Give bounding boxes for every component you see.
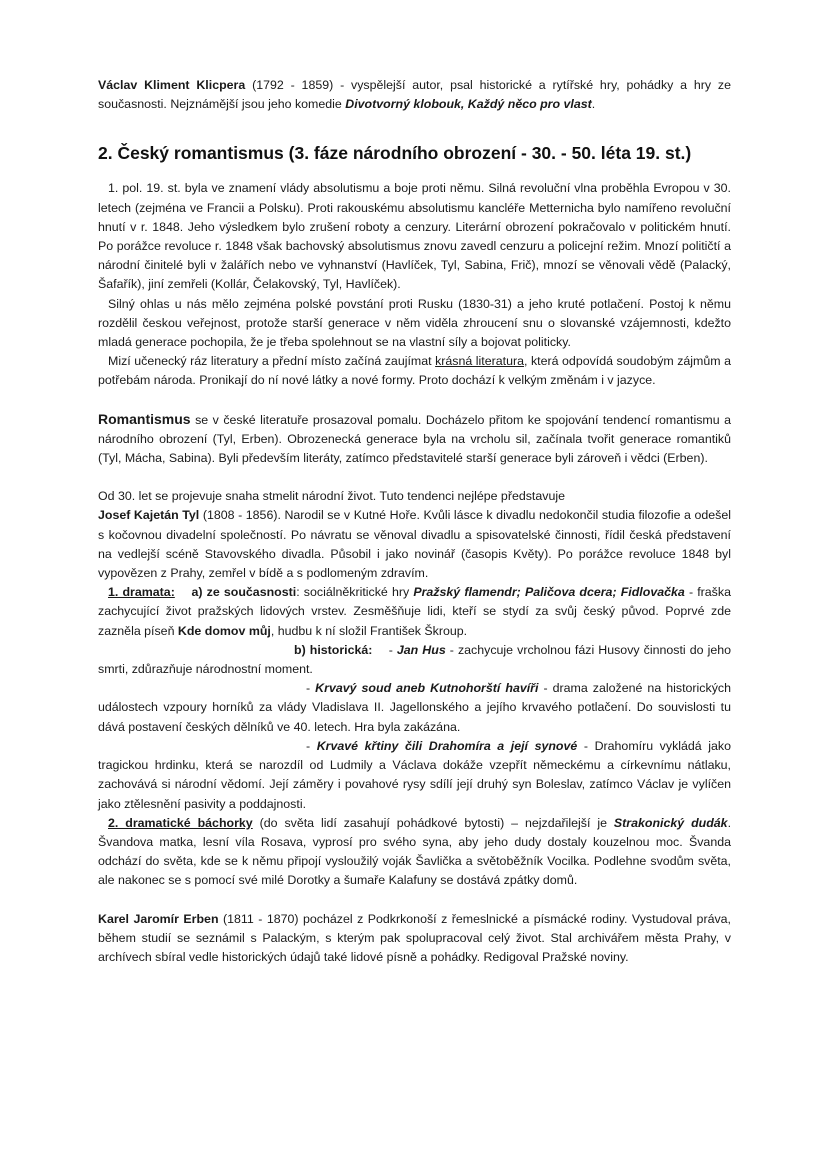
intro-paragraph-1: 1. pol. 19. st. byla ve znamení vlády absolutismu a boje proti němu. Silná revoluční vlna proběhla Evropou v 30. letech (zejména ve Francii a Polsku). Proti rakouskému absolutismu kancléře Metternicha bylo namířeno revoluční hnutí v r. 1848. Jeho výsledkem bylo zrušení roboty a cenzury. Literární obrození pokračovalo v politickém hnutí. Po porážce revoluce r. 1848 však bachovský absolutismus znovu zavedl cenzuru a policejní režim. Mnozí političtí a národní činitelé byli v žalářích nebo ve vyhnanství (Havlíček, Tyl, Sabina, Frič), mnozí se věnovali vědě (Palacký, Šafařík), jiní zemřeli (Kollár, Čelakovský, Tyl, Havlíček).	[98, 181, 731, 292]
romantismus-paragraph: Romantismus se v české literatuře prosazoval pomalu. Docházelo přitom ke spojování tendencí romantismu a národního obrození (Tyl, Erben). Obrozenecká generace byla na vrcholu sil, začínala tvořit generace romantiků (Tyl, Mácha, Sabina). Byli především literáty, zatímco představitelé starší generace byli zároveň i vědci (Erben).	[98, 410, 731, 466]
author-name: Václav Kliment Klicpera	[98, 78, 246, 92]
tyl-bachorky: 2. dramatické báchorky (do světa lidí zasahují pohádkové bytosti) – nejzdařilejší je Strakonický dudák. Švandova matka, lesní víla Rosava, vyprosí pro svého syna, aby jeho dudy dostaly kouzelnou moc. Švanda odchází do světa, kde se k němu připojí vysloužilý voják Šavlička a světoběžník Vocilka. Podlehne svodům světa, ale nakonec se s pomocí své milé Dorotky a šumaře Kalafuny se dostává zpátky domů.	[98, 815, 732, 888]
author-name: Josef Kajetán Tyl	[98, 508, 200, 523]
document-page	[98, 76, 731, 967]
tyl-bio: Josef Kajetán Tyl (1808 - 1856). Narodil se v Kutné Hoře. Kvůli lásce k divadlu nedokončil studia filozofie a odešel s kočovnou divadelní společností. Po návratu se věnoval divadlu a spisovatelské činnosti, řídil česká představení na vedlejší scéně Stavovského divadla. Působil i jako novinář (časopis Květy). Po porážce revoluce 1848 byl vypovězen z Prahy, zemřel v bídě a s podlomeným zdravím.	[98, 508, 731, 581]
tyl-lead: Od 30. let se projevuje snaha stmelit národní život. Tuto tendenci nejlépe představuje	[98, 489, 565, 504]
intro-paragraph-3: Mizí učenecký ráz literatury a přední místo začíná zaujímat krásná literatura, která odpovídá soudobým zájmům a potřebám národa. Pronikají do ní nové látky a nové formy. Proto dochází k velkým změnám i v jazyce.	[98, 354, 732, 388]
tyl-dramata-a: 1. dramata: a) ze současnosti: sociálněkritické hry Pražský flamendr; Paličova dcera; Fidlovačka - fraška zachycující život pražských lidových vrstev. Zesměšňuje lidi, kteří se stydí za svůj český původ. Poprvé zde zazněla píseň Kde domov můj, hudbu k ní složil František Škroup.	[98, 585, 731, 638]
author-name: Karel Jaromír Erben	[98, 911, 219, 926]
term-romantismus: Romantismus	[98, 410, 191, 427]
bachorky-label: 2. dramatické báchorky	[108, 815, 253, 830]
klicpera-paragraph: Václav Kliment Klicpera (1792 - 1859) - vyspělejší autor, psal historické a rytířské hry, pohádky a hry ze současnosti. Nejznámější jsou jeho komedie Divotvorný klobouk, Každý něco pro vlast.	[98, 78, 732, 112]
intro-paragraph-2: Silný ohlas u nás mělo zejména polské povstání proti Rusku (1830-31) a jeho kruté potlačení. Postoj k němu rozdělil českou veřejnost, protože starší generace v něm viděla zhroucení snu o slovanské vzájemnosti, kdežto mladá generace pochopila, že je třeba spolehnout se na vlastní síly a bojovat politicky.	[98, 296, 731, 350]
tyl-dramata-b1: b) historická: - Jan Hus - zachycuje vrcholnou fázi Husovy činnosti do jeho smrti, zdůrazňuje národnostní moment.	[98, 642, 731, 677]
dramata-label: 1. dramata:	[108, 585, 175, 600]
erben-paragraph: Karel Jaromír Erben (1811 - 1870) pocházel z Podkrkonoší z řemeslnické a písmácké rodiny. Vystudoval práva, během studií se seznámil s Palackým, s kterým pak spolupracoval celý život. Stal archivářem města Prahy, v archívech sbíral vedle historických údajů také lidové písně a pohádky. Redigoval Pražské noviny.	[98, 911, 731, 964]
tyl-dramata-b3: - Krvavé křtiny čili Drahomíra a její synové - Drahomíru vykládá jako tragickou hrdinku, která se narozdíl od Ludmily a Václava dokáže vzepřít německému a církevnímu nátlaku, zachovává si národní vědomí. Její záměry i povahové rysy sdílí její druhý syn Boleslav, zatímco Václav je vylíčen jako ztělesnění pasivity a poddajnosti.	[98, 738, 731, 811]
work-titles: Divotvorný klobouk, Každý něco pro vlast	[345, 97, 592, 112]
underlined-term: krásná literatura	[435, 354, 525, 369]
section-heading: 2. Český romantismus (3. fáze národního obrození - 30. - 50. léta 19. st.)	[98, 143, 692, 164]
tyl-dramata-b2: - Krvavý soud aneb Kutnohorští havíři - drama založené na historických událostech vzpoury horníků za vlády Vladislava II. Jagellonského a jejího krvavého potlačení. Do souvislosti tu dává postavení českých dělníků ve 40. letech. Hra byla zakázána.	[98, 681, 731, 734]
